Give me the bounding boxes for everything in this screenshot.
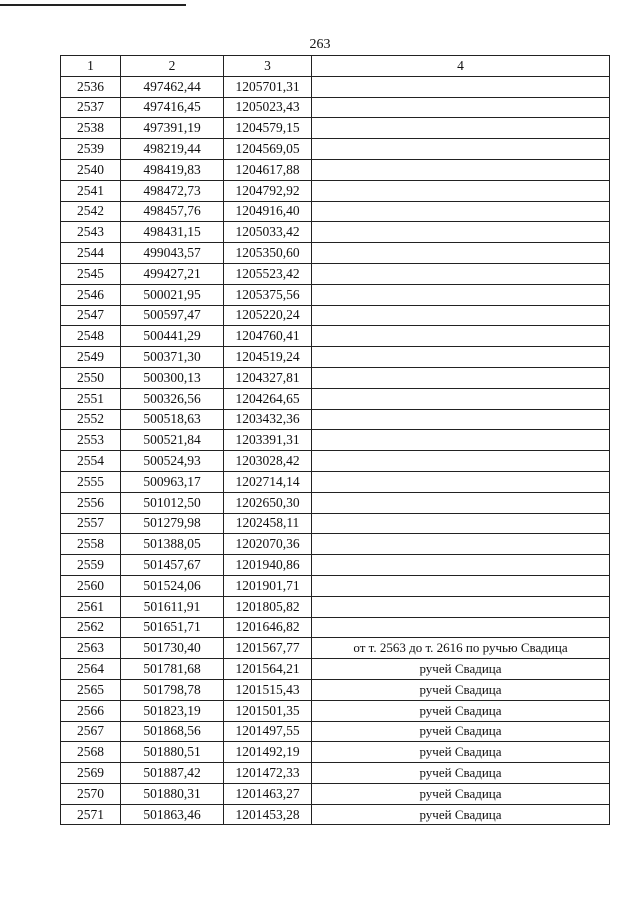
y-coordinate-cell: 1205375,56 bbox=[224, 284, 312, 305]
point-number-cell: 2556 bbox=[61, 492, 121, 513]
table-row bbox=[61, 451, 610, 472]
y-coordinate-cell: 1204579,15 bbox=[224, 118, 312, 139]
table-body bbox=[61, 76, 610, 825]
y-coordinate-cell: 1201463,27 bbox=[224, 783, 312, 804]
point-number-cell: 2563 bbox=[61, 638, 121, 659]
column-header-y: 3 bbox=[224, 56, 312, 77]
table-row bbox=[61, 159, 610, 180]
x-coordinate-cell: 501524,06 bbox=[121, 575, 224, 596]
x-coordinate-cell: 501730,40 bbox=[121, 638, 224, 659]
description-cell bbox=[312, 201, 610, 222]
description-cell: ручей Свадица bbox=[312, 763, 610, 784]
y-coordinate-cell: 1203391,31 bbox=[224, 430, 312, 451]
x-coordinate-cell: 498419,83 bbox=[121, 159, 224, 180]
x-coordinate-cell: 501611,91 bbox=[121, 596, 224, 617]
y-coordinate-cell: 1201453,28 bbox=[224, 804, 312, 825]
y-coordinate-cell: 1201472,33 bbox=[224, 763, 312, 784]
table-row bbox=[61, 617, 610, 638]
point-number-cell: 2550 bbox=[61, 367, 121, 388]
description-cell bbox=[312, 492, 610, 513]
table-row bbox=[61, 139, 610, 160]
y-coordinate-cell: 1205033,42 bbox=[224, 222, 312, 243]
table-row bbox=[61, 575, 610, 596]
table-row bbox=[61, 763, 610, 784]
y-coordinate-cell: 1202650,30 bbox=[224, 492, 312, 513]
description-cell: ручей Свадица bbox=[312, 659, 610, 680]
description-cell bbox=[312, 388, 610, 409]
table-row bbox=[61, 492, 610, 513]
y-coordinate-cell: 1201646,82 bbox=[224, 617, 312, 638]
point-number-cell: 2553 bbox=[61, 430, 121, 451]
table-row bbox=[61, 638, 610, 659]
y-coordinate-cell: 1204569,05 bbox=[224, 139, 312, 160]
point-number-cell: 2549 bbox=[61, 347, 121, 368]
description-cell bbox=[312, 451, 610, 472]
point-number-cell: 2548 bbox=[61, 326, 121, 347]
x-coordinate-cell: 501868,56 bbox=[121, 721, 224, 742]
point-number-cell: 2541 bbox=[61, 180, 121, 201]
point-number-cell: 2558 bbox=[61, 534, 121, 555]
table-row bbox=[61, 263, 610, 284]
table-row bbox=[61, 118, 610, 139]
point-number-cell: 2555 bbox=[61, 471, 121, 492]
point-number-cell: 2546 bbox=[61, 284, 121, 305]
y-coordinate-cell: 1204916,40 bbox=[224, 201, 312, 222]
x-coordinate-cell: 501651,71 bbox=[121, 617, 224, 638]
x-coordinate-cell: 500021,95 bbox=[121, 284, 224, 305]
y-coordinate-cell: 1201564,21 bbox=[224, 659, 312, 680]
y-coordinate-cell: 1205523,42 bbox=[224, 263, 312, 284]
x-coordinate-cell: 501457,67 bbox=[121, 555, 224, 576]
description-cell bbox=[312, 180, 610, 201]
x-coordinate-cell: 498457,76 bbox=[121, 201, 224, 222]
description-cell bbox=[312, 430, 610, 451]
y-coordinate-cell: 1205023,43 bbox=[224, 97, 312, 118]
table-row bbox=[61, 700, 610, 721]
description-cell bbox=[312, 326, 610, 347]
point-number-cell: 2544 bbox=[61, 243, 121, 264]
scan-edge-mark bbox=[0, 4, 186, 6]
description-cell bbox=[312, 513, 610, 534]
description-cell bbox=[312, 118, 610, 139]
point-number-cell: 2567 bbox=[61, 721, 121, 742]
x-coordinate-cell: 498219,44 bbox=[121, 139, 224, 160]
table-row bbox=[61, 409, 610, 430]
point-number-cell: 2565 bbox=[61, 679, 121, 700]
point-number-cell: 2571 bbox=[61, 804, 121, 825]
description-cell: ручей Свадица bbox=[312, 679, 610, 700]
description-cell: от т. 2563 до т. 2616 по ручью Свадица bbox=[312, 638, 610, 659]
x-coordinate-cell: 501012,50 bbox=[121, 492, 224, 513]
description-cell bbox=[312, 367, 610, 388]
point-number-cell: 2562 bbox=[61, 617, 121, 638]
x-coordinate-cell: 501279,98 bbox=[121, 513, 224, 534]
description-cell bbox=[312, 596, 610, 617]
x-coordinate-cell: 500963,17 bbox=[121, 471, 224, 492]
table-row bbox=[61, 804, 610, 825]
description-cell bbox=[312, 97, 610, 118]
point-number-cell: 2570 bbox=[61, 783, 121, 804]
x-coordinate-cell: 499427,21 bbox=[121, 263, 224, 284]
y-coordinate-cell: 1203028,42 bbox=[224, 451, 312, 472]
table-row bbox=[61, 721, 610, 742]
x-coordinate-cell: 498472,73 bbox=[121, 180, 224, 201]
page-number: 263 bbox=[309, 37, 331, 52]
table-row bbox=[61, 783, 610, 804]
x-coordinate-cell: 500524,93 bbox=[121, 451, 224, 472]
y-coordinate-cell: 1205701,31 bbox=[224, 76, 312, 97]
table-row bbox=[61, 596, 610, 617]
x-coordinate-cell: 500441,29 bbox=[121, 326, 224, 347]
point-number-cell: 2568 bbox=[61, 742, 121, 763]
table-row bbox=[61, 222, 610, 243]
table-row bbox=[61, 679, 610, 700]
table-row bbox=[61, 97, 610, 118]
x-coordinate-cell: 500518,63 bbox=[121, 409, 224, 430]
description-cell bbox=[312, 409, 610, 430]
description-cell bbox=[312, 139, 610, 160]
point-number-cell: 2569 bbox=[61, 763, 121, 784]
coordinates-table bbox=[60, 55, 610, 825]
description-cell bbox=[312, 243, 610, 264]
x-coordinate-cell: 501823,19 bbox=[121, 700, 224, 721]
table-row bbox=[61, 555, 610, 576]
description-cell bbox=[312, 76, 610, 97]
table-row bbox=[61, 76, 610, 97]
table-row bbox=[61, 471, 610, 492]
point-number-cell: 2552 bbox=[61, 409, 121, 430]
column-header-number: 1 bbox=[61, 56, 121, 77]
table-row bbox=[61, 284, 610, 305]
x-coordinate-cell: 501880,31 bbox=[121, 783, 224, 804]
y-coordinate-cell: 1205350,60 bbox=[224, 243, 312, 264]
description-cell bbox=[312, 305, 610, 326]
y-coordinate-cell: 1202070,36 bbox=[224, 534, 312, 555]
y-coordinate-cell: 1204264,65 bbox=[224, 388, 312, 409]
table-row bbox=[61, 305, 610, 326]
description-cell: ручей Свадица bbox=[312, 783, 610, 804]
y-coordinate-cell: 1201515,43 bbox=[224, 679, 312, 700]
column-header-description: 4 bbox=[312, 56, 610, 77]
table-header-row bbox=[61, 56, 610, 77]
x-coordinate-cell: 497416,45 bbox=[121, 97, 224, 118]
table-row bbox=[61, 742, 610, 763]
point-number-cell: 2557 bbox=[61, 513, 121, 534]
x-coordinate-cell: 497462,44 bbox=[121, 76, 224, 97]
x-coordinate-cell: 497391,19 bbox=[121, 118, 224, 139]
point-number-cell: 2564 bbox=[61, 659, 121, 680]
y-coordinate-cell: 1205220,24 bbox=[224, 305, 312, 326]
point-number-cell: 2566 bbox=[61, 700, 121, 721]
y-coordinate-cell: 1203432,36 bbox=[224, 409, 312, 430]
y-coordinate-cell: 1201497,55 bbox=[224, 721, 312, 742]
table-row bbox=[61, 367, 610, 388]
x-coordinate-cell: 500300,13 bbox=[121, 367, 224, 388]
x-coordinate-cell: 501798,78 bbox=[121, 679, 224, 700]
description-cell bbox=[312, 347, 610, 368]
point-number-cell: 2536 bbox=[61, 76, 121, 97]
x-coordinate-cell: 500597,47 bbox=[121, 305, 224, 326]
x-coordinate-cell: 500371,30 bbox=[121, 347, 224, 368]
point-number-cell: 2540 bbox=[61, 159, 121, 180]
table-row bbox=[61, 659, 610, 680]
table-row bbox=[61, 388, 610, 409]
table-row bbox=[61, 201, 610, 222]
x-coordinate-cell: 501781,68 bbox=[121, 659, 224, 680]
y-coordinate-cell: 1202458,11 bbox=[224, 513, 312, 534]
table-row bbox=[61, 243, 610, 264]
point-number-cell: 2551 bbox=[61, 388, 121, 409]
point-number-cell: 2545 bbox=[61, 263, 121, 284]
point-number-cell: 2538 bbox=[61, 118, 121, 139]
y-coordinate-cell: 1204327,81 bbox=[224, 367, 312, 388]
table-row bbox=[61, 180, 610, 201]
x-coordinate-cell: 498431,15 bbox=[121, 222, 224, 243]
point-number-cell: 2547 bbox=[61, 305, 121, 326]
description-cell: ручей Свадица bbox=[312, 742, 610, 763]
point-number-cell: 2561 bbox=[61, 596, 121, 617]
description-cell bbox=[312, 555, 610, 576]
y-coordinate-cell: 1201492,19 bbox=[224, 742, 312, 763]
description-cell bbox=[312, 575, 610, 596]
y-coordinate-cell: 1204792,92 bbox=[224, 180, 312, 201]
x-coordinate-cell: 501887,42 bbox=[121, 763, 224, 784]
description-cell bbox=[312, 617, 610, 638]
y-coordinate-cell: 1201805,82 bbox=[224, 596, 312, 617]
y-coordinate-cell: 1201501,35 bbox=[224, 700, 312, 721]
point-number-cell: 2542 bbox=[61, 201, 121, 222]
x-coordinate-cell: 499043,57 bbox=[121, 243, 224, 264]
description-cell bbox=[312, 471, 610, 492]
x-coordinate-cell: 501880,51 bbox=[121, 742, 224, 763]
point-number-cell: 2559 bbox=[61, 555, 121, 576]
description-cell bbox=[312, 534, 610, 555]
table-row bbox=[61, 534, 610, 555]
x-coordinate-cell: 500326,56 bbox=[121, 388, 224, 409]
point-number-cell: 2560 bbox=[61, 575, 121, 596]
column-header-x: 2 bbox=[121, 56, 224, 77]
table-row bbox=[61, 513, 610, 534]
point-number-cell: 2537 bbox=[61, 97, 121, 118]
point-number-cell: 2543 bbox=[61, 222, 121, 243]
description-cell: ручей Свадица bbox=[312, 721, 610, 742]
y-coordinate-cell: 1201940,86 bbox=[224, 555, 312, 576]
description-cell: ручей Свадица bbox=[312, 700, 610, 721]
y-coordinate-cell: 1204617,88 bbox=[224, 159, 312, 180]
x-coordinate-cell: 501388,05 bbox=[121, 534, 224, 555]
y-coordinate-cell: 1201567,77 bbox=[224, 638, 312, 659]
description-cell bbox=[312, 222, 610, 243]
y-coordinate-cell: 1202714,14 bbox=[224, 471, 312, 492]
table-row bbox=[61, 326, 610, 347]
point-number-cell: 2539 bbox=[61, 139, 121, 160]
description-cell bbox=[312, 263, 610, 284]
y-coordinate-cell: 1201901,71 bbox=[224, 575, 312, 596]
description-cell: ручей Свадица bbox=[312, 804, 610, 825]
table-row bbox=[61, 430, 610, 451]
description-cell bbox=[312, 159, 610, 180]
x-coordinate-cell: 500521,84 bbox=[121, 430, 224, 451]
point-number-cell: 2554 bbox=[61, 451, 121, 472]
description-cell bbox=[312, 284, 610, 305]
y-coordinate-cell: 1204760,41 bbox=[224, 326, 312, 347]
table-row bbox=[61, 347, 610, 368]
x-coordinate-cell: 501863,46 bbox=[121, 804, 224, 825]
y-coordinate-cell: 1204519,24 bbox=[224, 347, 312, 368]
